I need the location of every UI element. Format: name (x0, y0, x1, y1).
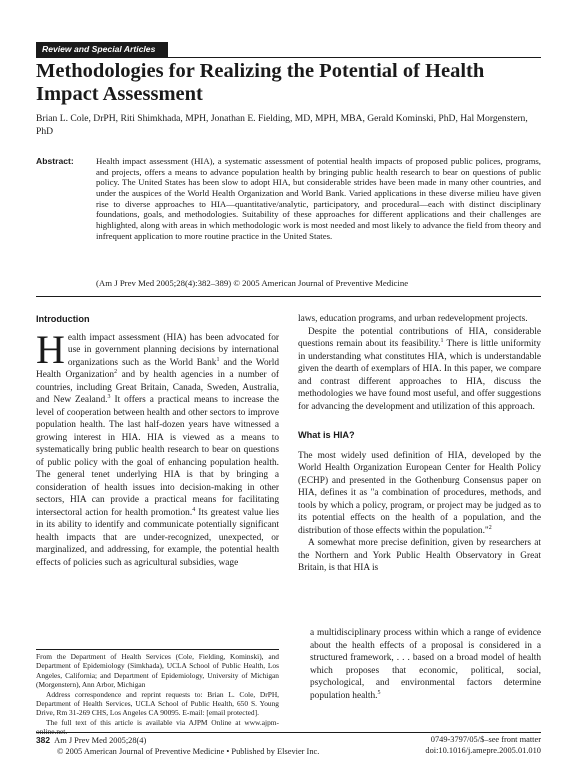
abstract-label: Abstract: (36, 156, 74, 166)
section-heading-introduction: Introduction (36, 314, 90, 324)
intro-continuation: laws, education programs, and urban redevelopment projects. (298, 314, 528, 324)
copyright-line: © 2005 American Journal of Preventive Medicine • Published by Elsevier Inc. (57, 746, 320, 756)
footer-rule (36, 732, 541, 733)
hia-paragraph-1 (298, 450, 541, 538)
block-quote (310, 627, 541, 702)
citation-sup: 4 (192, 506, 196, 513)
article-authors: Brian L. Cole, DrPH, Riti Shimkhada, MPH, Jonathan E. Fielding, MD, MPH, MBA, Gerald Kominski, PhD, Hal Morgenstern, PhD (36, 113, 528, 137)
intro-text-e: Its greatest value lies in its ability to identify and communicate potentially significant health impacts that are under-recognized, unexpected, or marginalized, and addressing, for example, the potential health effects of policies such as agricultural subsidies, wage (36, 507, 280, 568)
section-label: Review and Special Articles (36, 42, 168, 57)
footnote-correspondence: Address correspondence and reprint requests to: Brian L. Cole, DrPH, Department of Health Services, UCLA School of Public Health, 650 S. Young Drive, Rm 31-269 CHS, Los Angeles CA 90095. E-mail: [email protected]. (36, 689, 279, 718)
drop-cap: H (36, 326, 65, 372)
header-rule (36, 57, 541, 58)
article-title: Methodologies for Realizing the Potential of Health Impact Assessment (36, 60, 485, 105)
page-number: 382 (36, 735, 50, 745)
issn-line: 0749-3797/05/$–see front matter (430, 735, 541, 744)
citation-sup: 2 (114, 368, 118, 375)
citation-sup: 1 (440, 337, 444, 344)
footnote-rule (36, 649, 279, 650)
citation-sup: 1 (216, 356, 220, 363)
hia-p1-text: The most widely used definition of HIA, developed by the World Health Organization European Center for Health Policy (ECHP) and presented in the Gothenburg Consensus paper on HIA, defines it as "a combination of procedures, methods, and tools by which a policy, program, or project may be judged as to its potential effects on the health of a population, and the distribution of those effects within the population." (298, 450, 541, 536)
intro-paragraph (36, 326, 280, 570)
footer-right (341, 735, 541, 756)
intro-text-d: It offers a practical means to increase the level of cooperation between health and other sectors to improve population health. The last half-dozen years have witnessed a growing interest in HIA. HIA is viewed as a means to systematically bring public health research to bear on questions of public policy with the goal of enhancing population health. The general tenet underlying HIA is that by bringing a consideration of health issues into decision-making in other sectors, HIA can provide a practical means for facilitating intersectoral action for health promotion. (36, 395, 280, 518)
footnote-affiliation: From the Department of Health Services (Cole, Fielding, Kominski), and Department of Epidemiology (Simkhada), UCLA School of Public Health, Los Angeles, California; and Department of Epidemiology, University of Michigan (Morgenstern), Ann Arbor, Michigan (36, 652, 279, 690)
intro-p2-text-a: Despite the potential contributions of HIA, considerable questions remain about its feasibility. (298, 326, 541, 349)
citation-sup: 3 (107, 393, 111, 400)
abstract-rule (36, 296, 541, 297)
journal-line: Am J Prev Med 2005;28(4) (54, 736, 147, 745)
hia-paragraph-2: A somewhat more precise definition, given by researchers at the Northern and York Public Health Observatory in Great Britain, is that HIA is (298, 538, 541, 573)
footnote-online: The full text of this article is available via AJPM Online at www.ajpm-online.net. (36, 717, 279, 737)
citation-sup: 5 (377, 689, 381, 696)
abstract-text: Health impact assessment (HIA), a systematic assessment of potential health impacts of proposed public polices, programs, and projects, offers a means to advance population health by bringing public health research to bear on questions of public policy. The United States has been slow to adopt HIA, but considerable strides have been made in many other countries, and under the auspices of the World Health Organization and World Bank. Varied applications in these diverse milieu have given rise to diverse approaches to HIA—quantitative/analytic, participatory, and procedural—each with distinct disciplinary foundations, goals, and methodologies. Suitability of these approaches for different applications and their challenges are highlighted, along with areas in which methodologic work is most needed and most likely to advance the field from theory and infrequent application to more routine practice in the United States. (96, 156, 541, 241)
doi-line: doi:10.1016/j.amepre.2005.01.010 (425, 745, 541, 755)
section-heading-what-is-hia: What is HIA? (298, 430, 355, 440)
abstract-citation: (Am J Prev Med 2005;28(4):382–389) © 2005 American Journal of Preventive Medicine (96, 278, 409, 288)
intro-text-c: and by health agencies in a number of countries, including Great Britain, Canada, Sweden, Australia, and New Zealand. (36, 370, 279, 405)
intro-text-a: ealth impact assessment (HIA) has been advocated for use in government planning decisions by international organizations such as the World Bank (67, 332, 279, 368)
quote-text: a multidisciplinary process within which a range of evidence about the health effects of a proposal is considered in a structured framework, . . . based on a broad model of health which proposes that economic, political, social, psychological, and environmental factors determine population health. (310, 628, 541, 701)
intro-paragraph-2 (298, 326, 541, 414)
right-column (298, 313, 541, 575)
citation-sup: 2 (488, 524, 492, 531)
footer-left (36, 735, 319, 757)
intro-p2-text-b: There is little uniformity in understanding what constitutes HIA, which is understandable given the dearth of exemplars of HIA. In this paper, we compare and contrast different approaches to HIA, discuss the methodologies we have found most useful, and offer suggestions for advancing the development and utilization of this approach. (298, 339, 541, 412)
intro-text-b: and the World Health Organization (36, 357, 279, 380)
left-column (36, 313, 279, 569)
footnotes (36, 652, 279, 737)
